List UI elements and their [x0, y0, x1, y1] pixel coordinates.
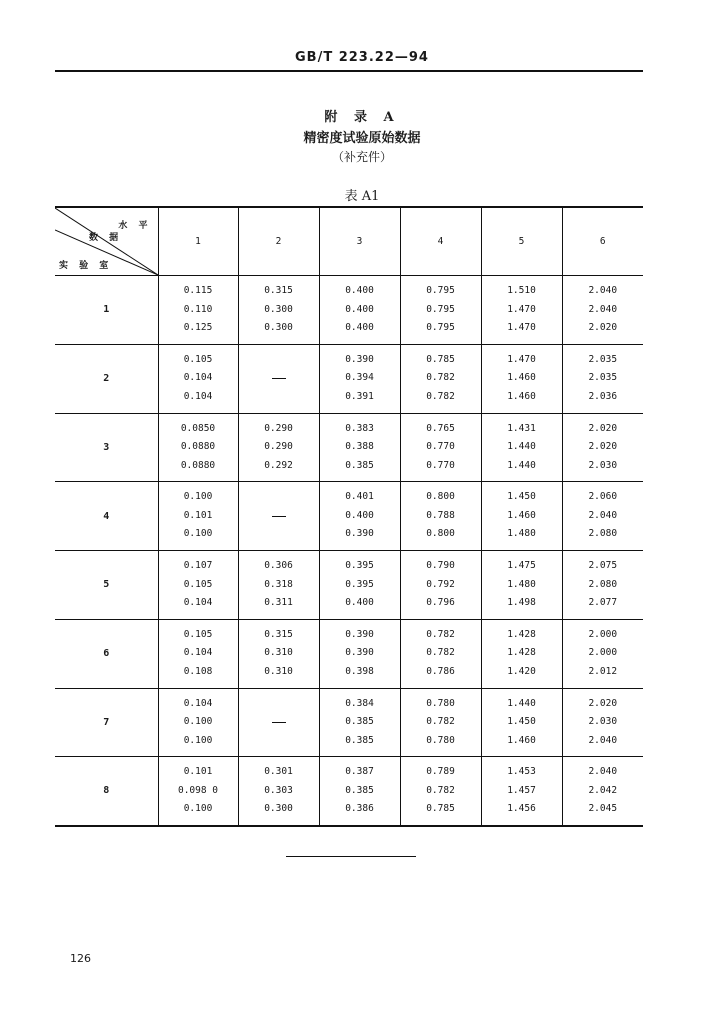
result-value: 1.460: [507, 734, 536, 746]
corner-label-level: 水 平: [118, 221, 152, 231]
result-value: 0.395: [345, 578, 374, 590]
result-cell: [158, 413, 238, 482]
result-cell: [481, 413, 562, 482]
result-value: 0.100: [183, 491, 213, 503]
result-value: 0.400: [345, 597, 374, 609]
result-value: 0.110: [183, 303, 213, 315]
result-value: 0.394: [345, 372, 374, 384]
result-cell: [158, 482, 238, 551]
appendix-title: 附 录 A: [324, 110, 400, 125]
lab-number: 3: [55, 413, 158, 482]
result-cell: [562, 757, 643, 826]
result-cell: [400, 688, 481, 757]
result-cell: [238, 757, 319, 826]
result-value: 1.498: [507, 597, 536, 609]
result-value: 0.310: [264, 665, 293, 677]
result-value: 0.395: [345, 560, 374, 572]
appendix-subtitle: 精密度试验原始数据: [303, 131, 421, 146]
result-value: 0.104: [183, 372, 213, 384]
lab-number: 7: [55, 688, 158, 757]
result-value: 2.020: [588, 441, 618, 453]
result-value: 0.790: [426, 560, 455, 572]
lab-number: 4: [55, 482, 158, 551]
result-value: 1.475: [507, 560, 536, 572]
lab-number: 8: [55, 757, 158, 826]
result-value: 0.390: [345, 353, 374, 365]
result-value: 1.510: [507, 285, 536, 297]
result-value: 1.420: [507, 665, 536, 677]
lab-number: 1: [55, 276, 158, 345]
result-value: 1.460: [507, 390, 536, 402]
result-cell: [238, 482, 319, 551]
level-header: 4: [400, 207, 481, 276]
result-value: 0.310: [264, 647, 293, 659]
result-value: 2.040: [588, 509, 618, 521]
result-value: 0.400: [345, 322, 374, 334]
result-value: 0.800: [426, 528, 455, 540]
result-cell: [562, 619, 643, 688]
result-value: 0.792: [426, 578, 455, 590]
result-cell: [400, 276, 481, 345]
result-value: 0.115: [183, 285, 213, 297]
result-value: 0.0880: [180, 441, 216, 453]
result-value: 2.040: [588, 303, 618, 315]
result-value: 0.388: [345, 441, 374, 453]
result-value: 0.100: [183, 803, 213, 815]
header-rule: [55, 70, 643, 72]
result-value: 0.400: [345, 285, 374, 297]
result-cell: [319, 482, 400, 551]
result-cell: [319, 619, 400, 688]
result-value: 0.311: [264, 597, 293, 609]
result-cell: [400, 344, 481, 413]
result-value: 2.020: [588, 697, 618, 709]
result-value: 1.428: [507, 647, 536, 659]
result-value: 2.030: [588, 716, 618, 728]
result-value: 0.108: [183, 665, 213, 677]
result-value: 1.457: [507, 784, 536, 796]
corner-header-cell: [55, 207, 158, 276]
result-value: 0.795: [426, 303, 455, 315]
result-value: 0.100: [183, 734, 213, 746]
result-value: 0.385: [345, 784, 374, 796]
lab-number: 2: [55, 344, 158, 413]
lab-row: [55, 413, 643, 482]
result-value: 1.480: [507, 528, 536, 540]
result-value: 1.456: [507, 803, 536, 815]
result-value: 0.782: [426, 628, 455, 640]
result-value: 0.390: [345, 647, 374, 659]
result-cell: [481, 551, 562, 620]
result-value: 0.795: [426, 322, 455, 334]
result-cell: [481, 619, 562, 688]
result-value: 1.460: [507, 509, 536, 521]
result-value: 0.400: [345, 509, 374, 521]
page-number: 126: [70, 952, 91, 965]
result-cell: [319, 276, 400, 345]
result-value: 1.440: [507, 697, 536, 709]
result-value: 0.390: [345, 528, 374, 540]
corner-label-data: 数 据: [89, 233, 123, 243]
result-cell: [562, 276, 643, 345]
result-value: 0.300: [264, 803, 293, 815]
result-value: 0.795: [426, 285, 455, 297]
result-value: 0.800: [426, 491, 455, 503]
result-value: 0.101: [183, 766, 213, 778]
result-value: 0.125: [183, 322, 213, 334]
result-cell: [158, 344, 238, 413]
lab-row: [55, 551, 643, 620]
result-value: 0.788: [426, 509, 455, 521]
result-value: 0.782: [426, 647, 455, 659]
standard-code: GB/T 223.22—94: [295, 50, 429, 65]
result-value: 2.035: [588, 353, 618, 365]
result-value: 0.387: [345, 766, 374, 778]
result-value: 2.077: [588, 597, 618, 609]
result-value: 0.0880: [180, 459, 216, 471]
appendix-note: （补充件）: [331, 150, 392, 164]
result-value: 0.780: [426, 734, 455, 746]
result-value: 2.035: [588, 372, 618, 384]
level-header: 3: [319, 207, 400, 276]
result-cell: [319, 413, 400, 482]
result-value: 0.315: [264, 628, 293, 640]
result-value: 1.428: [507, 628, 536, 640]
result-value: 1.431: [507, 422, 536, 434]
result-value: 0.107: [183, 560, 213, 572]
result-cell: [158, 688, 238, 757]
lab-number: 5: [55, 551, 158, 620]
result-cell: [481, 482, 562, 551]
result-value: 1.453: [507, 766, 536, 778]
result-value: 0.782: [426, 784, 455, 796]
result-value: 0.782: [426, 390, 455, 402]
result-value: 0.105: [183, 578, 213, 590]
result-value: 0.384: [345, 697, 374, 709]
table-header-row: [55, 207, 643, 276]
result-value: 0.292: [264, 459, 293, 471]
precision-data-table: [55, 206, 643, 827]
result-value: 0.104: [183, 647, 213, 659]
no-data-dash: [272, 378, 286, 379]
result-cell: [562, 551, 643, 620]
table-title: 表 A1: [344, 189, 380, 204]
result-cell: [319, 757, 400, 826]
result-cell: [238, 344, 319, 413]
result-value: 1.470: [507, 303, 536, 315]
result-value: 2.020: [588, 322, 618, 334]
result-value: 0.770: [426, 441, 455, 453]
result-value: 0.782: [426, 372, 455, 384]
result-value: 0.303: [264, 784, 293, 796]
lab-number: 6: [55, 619, 158, 688]
result-value: 1.480: [507, 578, 536, 590]
result-value: 0.789: [426, 766, 455, 778]
level-header: 2: [238, 207, 319, 276]
result-cell: [481, 344, 562, 413]
result-value: 1.450: [507, 716, 536, 728]
result-value: 2.036: [588, 390, 618, 402]
result-value: 1.470: [507, 322, 536, 334]
result-value: 0.386: [345, 803, 374, 815]
result-cell: [319, 688, 400, 757]
level-header: 6: [562, 207, 643, 276]
lab-row: [55, 757, 643, 826]
result-cell: [400, 482, 481, 551]
result-value: 2.040: [588, 285, 618, 297]
result-value: 0.385: [345, 716, 374, 728]
result-value: 0.306: [264, 560, 293, 572]
result-value: 0.104: [183, 390, 213, 402]
result-cell: [158, 551, 238, 620]
result-value: 2.080: [588, 578, 618, 590]
result-cell: [238, 276, 319, 345]
result-value: 0.785: [426, 803, 455, 815]
result-value: 0.290: [264, 441, 293, 453]
result-cell: [562, 688, 643, 757]
result-value: 0.318: [264, 578, 293, 590]
result-cell: [400, 619, 481, 688]
result-cell: [400, 757, 481, 826]
result-cell: [562, 344, 643, 413]
result-value: 0.385: [345, 459, 374, 471]
result-value: 0.390: [345, 628, 374, 640]
result-value: 0.796: [426, 597, 455, 609]
result-value: 0.315: [264, 285, 293, 297]
result-cell: [158, 276, 238, 345]
result-cell: [562, 482, 643, 551]
end-rule: [286, 856, 416, 857]
result-cell: [319, 344, 400, 413]
result-value: 0.101: [183, 509, 213, 521]
result-value: 2.000: [588, 647, 618, 659]
result-value: 0.400: [345, 303, 374, 315]
result-cell: [319, 551, 400, 620]
no-data-dash: [272, 516, 286, 517]
result-value: 0.290: [264, 422, 293, 434]
result-value: 0.300: [264, 322, 293, 334]
result-value: 2.020: [588, 422, 618, 434]
corner-label-lab: 实 验 室: [59, 261, 113, 271]
result-value: 0.104: [183, 597, 213, 609]
result-cell: [400, 551, 481, 620]
result-value: 2.060: [588, 491, 618, 503]
lab-row: [55, 276, 643, 345]
result-value: 0.300: [264, 303, 293, 315]
result-value: 0.385: [345, 734, 374, 746]
result-value: 0.786: [426, 665, 455, 677]
result-value: 1.470: [507, 353, 536, 365]
result-value: 0.401: [345, 491, 374, 503]
result-value: 0.301: [264, 766, 293, 778]
result-cell: [400, 413, 481, 482]
result-value: 0.105: [183, 353, 213, 365]
result-cell: [158, 757, 238, 826]
result-value: 0.770: [426, 459, 455, 471]
level-header: 1: [158, 207, 238, 276]
result-value: 2.075: [588, 560, 618, 572]
result-cell: [238, 619, 319, 688]
result-value: 0.391: [345, 390, 374, 402]
lab-row: [55, 688, 643, 757]
result-value: 1.440: [507, 441, 536, 453]
result-value: 0.780: [426, 697, 455, 709]
result-cell: [481, 757, 562, 826]
result-value: 2.030: [588, 459, 618, 471]
result-value: 2.012: [588, 665, 618, 677]
result-value: 2.000: [588, 628, 618, 640]
result-cell: [238, 551, 319, 620]
result-value: 0.105: [183, 628, 213, 640]
result-value: 1.460: [507, 372, 536, 384]
result-cell: [562, 413, 643, 482]
lab-row: [55, 482, 643, 551]
result-cell: [238, 688, 319, 757]
level-header: 5: [481, 207, 562, 276]
result-value: 2.042: [588, 784, 618, 796]
result-value: 0.782: [426, 716, 455, 728]
result-value: 0.0850: [180, 422, 216, 434]
result-value: 0.785: [426, 353, 455, 365]
result-value: 0.098 0: [177, 784, 219, 796]
result-cell: [238, 413, 319, 482]
result-value: 0.100: [183, 528, 213, 540]
no-data-dash: [272, 722, 286, 723]
result-cell: [481, 276, 562, 345]
result-cell: [481, 688, 562, 757]
result-value: 1.440: [507, 459, 536, 471]
result-value: 2.080: [588, 528, 618, 540]
result-value: 2.045: [588, 803, 618, 815]
result-value: 0.100: [183, 716, 213, 728]
result-value: 1.450: [507, 491, 536, 503]
lab-row: [55, 344, 643, 413]
result-cell: [158, 619, 238, 688]
result-value: 0.383: [345, 422, 374, 434]
result-value: 0.398: [345, 665, 374, 677]
result-value: 2.040: [588, 734, 618, 746]
result-value: 0.104: [183, 697, 213, 709]
result-value: 2.040: [588, 766, 618, 778]
result-value: 0.765: [426, 422, 455, 434]
lab-row: [55, 619, 643, 688]
